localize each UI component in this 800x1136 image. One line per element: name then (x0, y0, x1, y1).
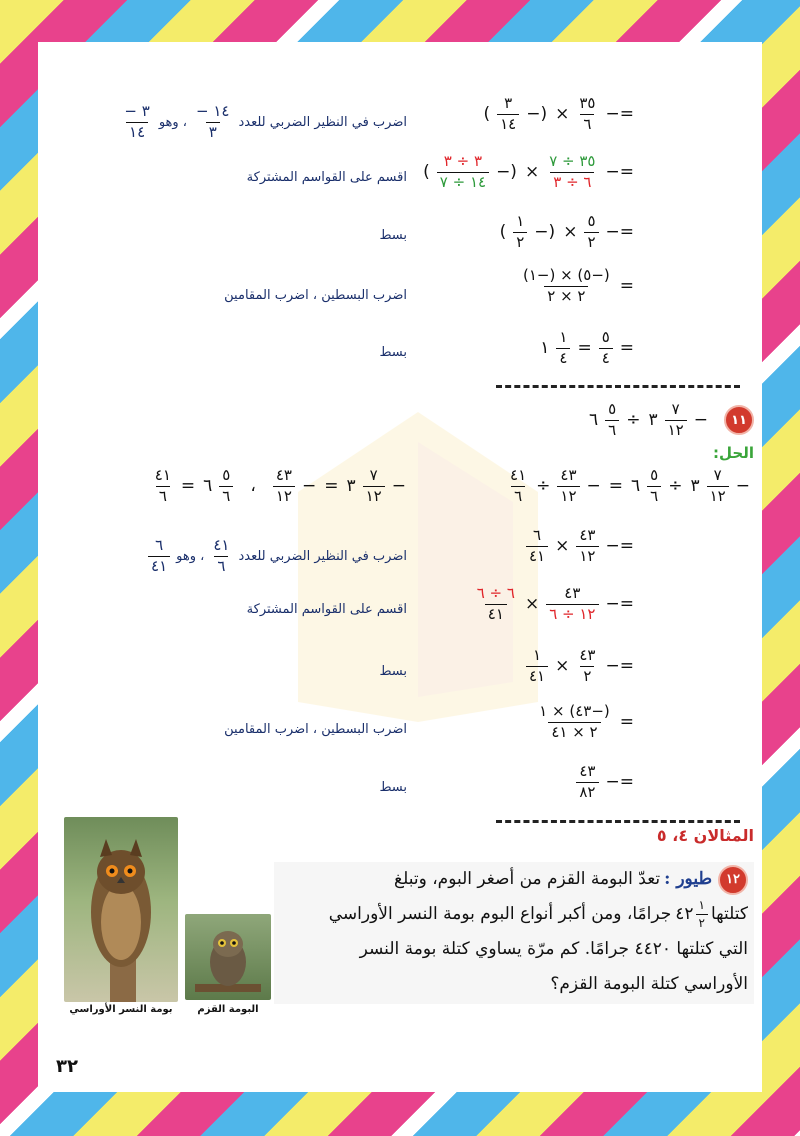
problem-12-line1: تعدّ البومة القزم من أصغر البوم، وتبلغ (394, 869, 661, 889)
mass-fraction: $\frac{١}{٢}$ (696, 899, 708, 929)
step-a3-math: =− $\frac{٥}{٢}$ × (− $\frac{١}{٢}$ ) (499, 212, 634, 251)
step-b4-note: بسط (379, 664, 407, 679)
step-b1-conversions: − $\frac{٧}{١٢}$ ٣ = − $\frac{٤٣}{١٢}$ ، $\frac{٥}{٦}$ ٦ = $\frac{٤١}{٦}$ (154, 466, 406, 505)
step-a2-math: =− $\frac{٣٥ \div ٧}{٦ \div ٣}$ × (− $\frac{٣ \div ٣}{١٤ \div ٧}$ ) (423, 152, 634, 191)
step-a3-note: بسط (379, 228, 407, 243)
page-number: ٣٢ (56, 1056, 78, 1077)
step-a1-math: =− $\frac{٣٥}{٦}$ × (− $\frac{٣}{١٤}$ ) (483, 94, 634, 133)
step-b5-note: اضرب البسطين ، اضرب المقامين (224, 722, 407, 737)
step-b6-math: =− $\frac{٤٣}{٨٢}$ (573, 764, 638, 801)
step-b3-note: اقسم على القواسم المشتركة (246, 602, 407, 617)
step-b2-note: اضرب في النظير الضربي للعدد $\frac{٤١}{٦}$ ، وهو $\frac{٦}{٤١}$ (142, 538, 407, 575)
eagle-owl-icon (64, 817, 178, 1002)
divider-dashed-2 (496, 820, 740, 823)
problem-12-block: ١٢ طيور : تعدّ البومة القزم من أصغر البوم، وتبلغ كتلتها $\frac{١}{٢}$ ٤٢ جرامًا، ومن أكبر أنواع البوم بومة النسر الأوراسي التي كتلتها ٤٤٢٠ جرامًا. كم مرّة يساوي كتلة بومة النسر الأوراسي كتلة البومة القزم؟ (274, 862, 754, 1004)
step-b2-math: =− $\frac{٤٣}{١٢}$ × $\frac{٦}{٤١}$ (523, 528, 638, 565)
step-a2-note: اقسم على القواسم المشتركة (246, 170, 407, 185)
problem-11-badge: ١١ (724, 405, 754, 435)
note-fraction-reciprocal: $\frac{٣ -}{١٤}$ (124, 102, 150, 141)
step-a4-note: اضرب البسطين ، اضرب المقامين (224, 288, 407, 303)
step-b4-math: =− $\frac{٤٣}{٢}$ × $\frac{١}{٤١}$ (523, 648, 638, 685)
step-a1-note: اضرب في النظير الضربي للعدد $\frac{١٤ -}{٣}$ ، وهو $\frac{٣ -}{١٤}$ (115, 104, 407, 141)
page-sheet (38, 42, 762, 1092)
eagle-owl-photo (64, 817, 178, 1002)
step-a4-math: = $\frac{(-٥) \times (-١)}{٢ \times ٢}$ (522, 266, 634, 305)
problem-12-badge: ١٢ (718, 865, 748, 895)
problem-11-expression: − $\frac{٧}{١٢}$ ٣ ÷ $\frac{٥}{٦}$ ٦ (589, 400, 708, 439)
eagle-owl-caption: بومة النسر الأوراسي (69, 1004, 173, 1015)
solution-label: الحل: (713, 444, 754, 462)
step-b6-note: بسط (379, 780, 407, 795)
problem-11-header (585, 402, 754, 439)
step-a5-note: بسط (379, 345, 407, 360)
problem-12-topic: طيور : (664, 869, 712, 889)
note-fraction: $\frac{١٤ -}{٣}$ (196, 102, 230, 141)
problem-12-line3: التي كتلتها ٤٤٢٠ جرامًا. كم مرّة يساوي كتلة بومة النسر (359, 939, 748, 959)
step-b1-math: − $\frac{٧}{١٢}$ ٣ ÷ $\frac{٥}{٦}$ ٦ = − $\frac{٤٣}{١٢}$ ÷ $\frac{٤١}{٦}$ (510, 466, 750, 505)
divider-dashed-1 (496, 385, 740, 388)
step-a5-math: = $\frac{٥}{٤}$ = $\frac{١}{٤}$ ١ (540, 328, 634, 367)
problem-12-line4: الأوراسي كتلة البومة القزم؟ (550, 974, 748, 994)
examples-reference: المثالان ٤، ٥ (656, 826, 754, 845)
step-b5-math: = $\frac{(-٤٣) \times ١}{٢ \times ٤١}$ (539, 702, 634, 741)
pygmy-owl-photo (185, 914, 271, 1000)
step-b3-math: =− $\frac{٤٣}{١٢ \div ٦}$ × $\frac{٦ \div ٦}{٤١}$ (476, 584, 634, 623)
pygmy-owl-caption: البومة القزم (197, 1004, 259, 1015)
pygmy-owl-icon (185, 914, 271, 1000)
